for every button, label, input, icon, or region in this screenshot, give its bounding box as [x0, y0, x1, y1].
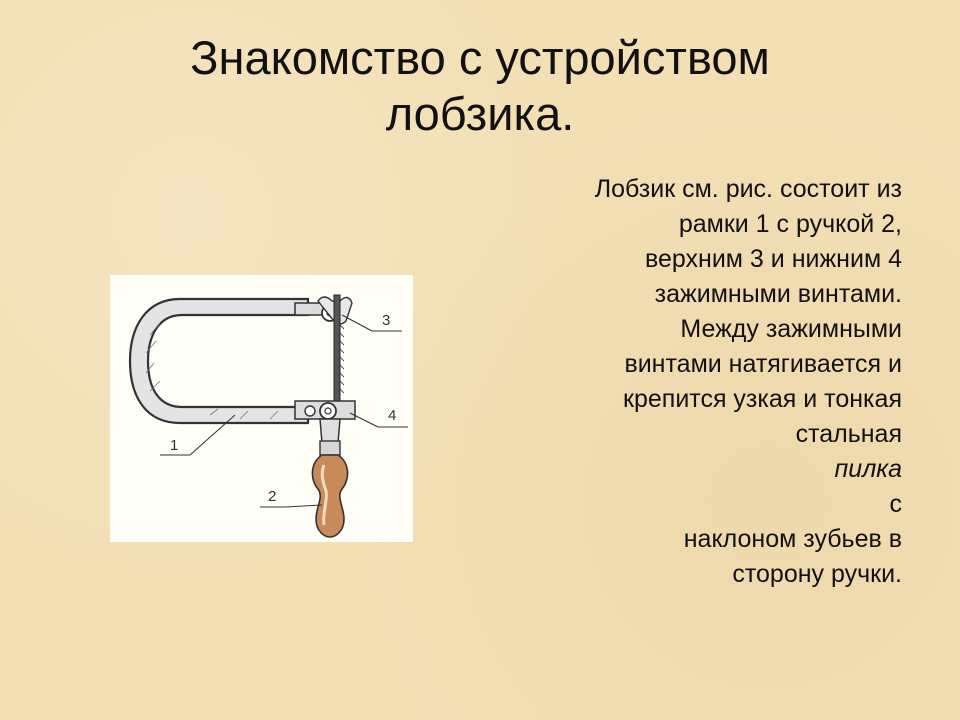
slide-title [0, 30, 960, 142]
jigsaw-drawing [110, 275, 413, 542]
text-before-italic: стальная [795, 420, 902, 448]
text-after-italic: с [889, 490, 902, 518]
text-line: Лобзик см. рис. состоит из [594, 175, 902, 203]
lower-pin [305, 406, 315, 416]
handle-ferrule [320, 441, 340, 455]
description-text [482, 172, 902, 592]
label-frame: 1 [170, 437, 179, 454]
title-line-1: Знакомство с устройством [190, 31, 770, 84]
blade-teeth [340, 325, 344, 393]
text-line: винтами натягивается и [624, 350, 902, 378]
title-line-2: лобзика. [385, 87, 575, 140]
label-bottom-screw: 4 [388, 407, 397, 424]
text-line: Между зажимными [680, 315, 902, 343]
text-line: рамки 1 с ручкой 2, [678, 210, 902, 238]
handle-neck [320, 419, 340, 443]
italic-term-pilka: пилка [834, 455, 902, 483]
text-line: верхним 3 и нижним 4 [645, 245, 902, 273]
text-line: крепится узкая и тонкая [623, 385, 902, 413]
label-top-screw: 3 [382, 312, 391, 329]
text-line [482, 417, 902, 522]
text-line: наклоном зубьев в [683, 525, 902, 553]
frame-shape [130, 299, 308, 423]
jigsaw-figure [110, 275, 413, 542]
wooden-handle [312, 455, 347, 537]
saw-blade [334, 295, 340, 413]
label-handle: 2 [268, 488, 277, 505]
text-line: зажимными винтами. [654, 280, 902, 308]
lower-screw-center [325, 408, 331, 414]
text-line: сторону ручки. [732, 560, 902, 588]
